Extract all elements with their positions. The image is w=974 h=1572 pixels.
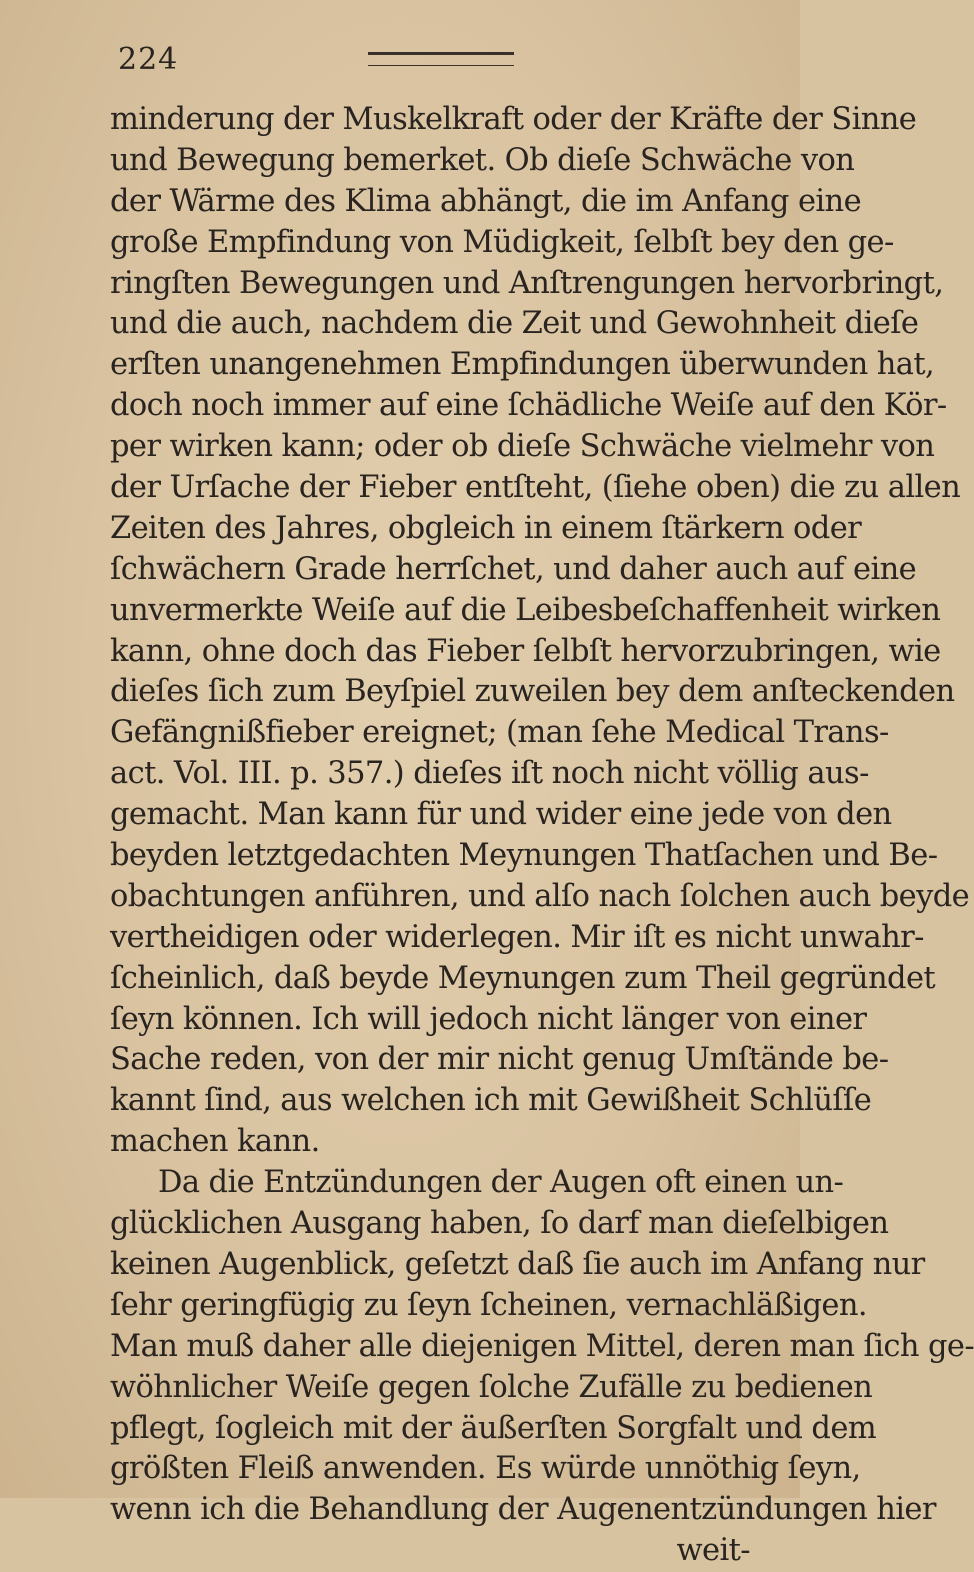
text-line: unvermerkte Weiſe auf die Leibesbeſchaffenheit wirken [110, 592, 941, 628]
text-line: pflegt, ſogleich mit der äußerſten Sorgfalt und dem [110, 1410, 877, 1446]
text-line: dieſes ſich zum Beyſpiel zuweilen bey dem anſteckenden [110, 674, 955, 710]
text-line: Gefängnißfieber ereignet; (man ſehe Medical Trans- [110, 715, 889, 751]
header-rule [368, 52, 514, 66]
text-line: größten Fleiß anwenden. Es würde unnöthig ſeyn, [110, 1451, 861, 1487]
text-line: ringſten Bewegungen und Anſtrengungen hervorbringt, [110, 265, 944, 301]
text-line: große Empfindung von Müdigkeit, ſelbſt bey den ge- [110, 224, 894, 260]
text-line: glücklichen Ausgang haben, ſo darf man dieſelbigen [110, 1206, 889, 1242]
text-line: wenn ich die Behandlung der Augenentzündungen hier [110, 1492, 936, 1528]
text-line: act. Vol. III. p. 357.) dieſes iſt noch nicht völlig aus- [110, 756, 869, 792]
text-line: ſehr geringfügig zu ſeyn ſcheinen, vernachläßigen. [110, 1287, 868, 1323]
text-line: gemacht. Man kann für und wider eine jede von den [110, 797, 892, 833]
text-line: vertheidigen oder widerlegen. Mir iſt es nicht unwahr- [110, 919, 924, 955]
text-line: kannt ſind, aus welchen ich mit Gewißheit Schlüſſe [110, 1083, 872, 1119]
text-line: Man muß daher alle diejenigen Mittel, deren man ſich ge- [110, 1328, 974, 1364]
text-line: obachtungen anführen, und alſo nach ſolchen auch beyde [110, 878, 970, 914]
text-line: ſeyn können. Ich will jedoch nicht länger von einer [110, 1001, 867, 1037]
catchword: weit- [676, 1533, 750, 1569]
text-line: kann, ohne doch das Fieber ſelbſt hervorzubringen, wie [110, 633, 941, 669]
text-line: machen kann. [110, 1124, 320, 1160]
text-line: minderung der Muskelkraft oder der Kräfte der Sinne [110, 102, 917, 137]
text-line: doch noch immer auf eine ſchädliche Weiſe auf den Kör- [110, 388, 947, 424]
text-line: Da die Entzündungen der Augen oft einen un- [158, 1165, 844, 1201]
text-line: und die auch, nachdem die Zeit und Gewohnheit dieſe [110, 306, 919, 342]
page-number: 224 [118, 42, 179, 77]
text-line: Zeiten des Jahres, obgleich in einem ſtärkern oder [110, 510, 862, 546]
text-line: per wirken kann; oder ob dieſe Schwäche vielmehr von [110, 429, 935, 465]
body-text [110, 100, 974, 1572]
text-line: wöhnlicher Weiſe gegen ſolche Zufälle zu bedienen [110, 1369, 873, 1405]
text-line: ſcheinlich, daß beyde Meynungen zum Theil gegründet [110, 960, 936, 996]
text-line: beyden letztgedachten Meynungen Thatſachen und Be- [110, 838, 938, 874]
text-line: ſchwächern Grade herrſchet, und daher auch auf eine [110, 551, 917, 587]
text-line: und Bewegung bemerket. Ob dieſe Schwäche von [110, 142, 855, 178]
text-line: der Urſache der Fieber entſteht, (ſiehe oben) die zu allen [110, 470, 961, 506]
text-line: erſten unangenehmen Empfindungen überwunden hat, [110, 347, 935, 383]
text-line: der Wärme des Klima abhängt, die im Anfang eine [110, 183, 862, 219]
text-line: keinen Augenblick, geſetzt daß ſie auch im Anfang nur [110, 1246, 925, 1282]
text-line: Sache reden, von der mir nicht genug Umſtände be- [110, 1042, 889, 1078]
